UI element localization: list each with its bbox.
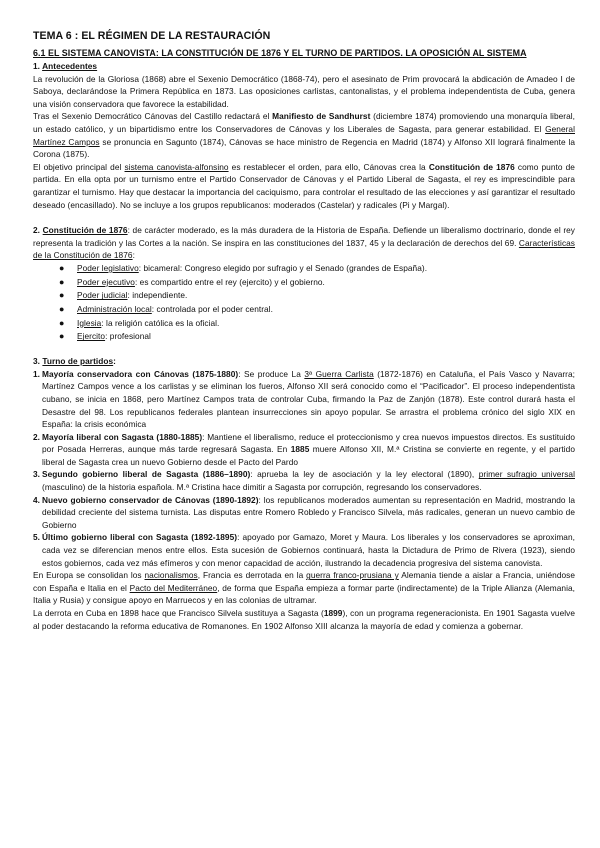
list-item <box>33 368 575 431</box>
list-item <box>59 289 575 303</box>
section-subtitle: 6.1 EL SISTEMA CANOVISTA: LA CONSTITUCIÓN DE 1876 Y EL TURNO DE PARTIDOS. LA OPOSICIÓN AL SISTEMA <box>33 48 527 58</box>
text-run: : Mantiene el liberalismo, reduce el proteccionismo y crea nuevos impuestos directos. Es sustituido por Posada Herreras, aunque más tarde regresará Sagasta. En <box>42 431 575 455</box>
bullet-icon: ● <box>59 304 65 315</box>
text-run: , de forma que España empieza a formar parte (indirectamente) de la Triple Alianza (Alemania, Italia y Rusia) y consigue apoyo en Marruecos y en las colonias de ultramar. <box>33 582 575 606</box>
text-run: : Se produce La <box>238 368 305 379</box>
bullet-icon: ● <box>59 317 65 328</box>
feature-desc: : la religión católica es la oficial. <box>101 317 220 328</box>
feature-term: Ejercito <box>77 331 106 342</box>
antecedentes-paragraph-3 <box>33 161 575 211</box>
bullet-icon: ● <box>59 262 65 273</box>
text-run-underlined: primer sufragio universal <box>478 469 575 480</box>
section-number: 3. <box>33 356 41 367</box>
feature-desc: : bicameral: Congreso elegido por sufragio y el Senado (grandes de España). <box>138 262 428 273</box>
bullet-icon: ● <box>59 331 65 342</box>
list-number: 4. <box>33 494 41 505</box>
section-heading-text: Antecedentes <box>42 61 98 71</box>
europa-paragraph <box>33 569 575 607</box>
feature-term: Poder legislativo <box>77 262 139 273</box>
list-number: 2. <box>33 431 41 442</box>
list-item <box>33 494 575 532</box>
turno-heading <box>33 355 575 368</box>
text-run: En Europa se consolidan los <box>33 570 145 581</box>
antecedentes-paragraph-2 <box>33 110 575 160</box>
text-run: : los republicanos moderados aumentan su representación en Madrid, mostrando la debilidad creciente del sistema turnista. Las disputas entre Romero Robledo y Francisco Silvela, más radicales, generan un nuevo cambio de Gobierno <box>42 494 576 530</box>
document-title: TEMA 6 : EL RÉGIMEN DE LA RESTAURACIÓN <box>33 30 271 42</box>
text-run: Alemania tiende a aislar a Francia, uniéndose con España e Italia en el <box>33 570 576 593</box>
text-run-underlined: guerra franco-prusiana y <box>306 570 399 581</box>
spacer <box>33 344 575 355</box>
text-run-bold: 1899 <box>323 608 343 618</box>
text-run: : <box>132 250 135 261</box>
constitucion-paragraph <box>33 224 575 262</box>
text-run: El objetivo principal del <box>33 161 125 172</box>
text-run: La derrota en Cuba en 1898 hace que Francisco Silvela sustituya a Sagasta ( <box>33 608 324 618</box>
feature-desc: : es compartido entre el rey (ejercito) y el gobierno. <box>134 276 325 287</box>
bullet-icon: ● <box>59 276 65 287</box>
text-run-underlined: Pacto del Mediterráneo <box>129 582 218 593</box>
item-head: Nuevo gobierno conservador de Cánovas (1890-1892) <box>42 494 259 505</box>
item-head: Último gobierno liberal con Sagasta (1892-1895) <box>42 532 238 543</box>
text-run-underlined: sistema canovista-alfonsino <box>124 161 229 172</box>
text-run: (diciembre 1874) promoviendo una monarquía liberal, un estado católico, y un bipartidismo entre los Conservadores de Cánovas y los Liberales de Sagasta, para generar estabilidad. El <box>33 111 576 134</box>
list-number: 3. <box>33 469 41 480</box>
text-run: (1872-1876) en Cataluña, el País Vasco y Navarra; Martínez Campos vence a los carlistas y se eliminan los fueros, Alfonso XII será conocido como el “Pacificador”. El proceso independentista cubano, se inicia en 1868, pero Martínez Campos trata de controlar Cuba, firmando la Paz de Zanjón (1878). Este control durará hasta el Desastre del 98. Los republicanos federales plantean insurrecciones sin apoyo popular. Se arrastra el problema crónico del siglo XIX en España: la crisis económica <box>42 368 576 430</box>
text-run: : aprueba la ley de asociación y la ley electoral (1890), <box>250 469 479 480</box>
list-item <box>33 468 575 493</box>
list-number: 5. <box>33 532 41 543</box>
spacer <box>33 211 575 224</box>
text-run: , Francia es derrotada en la <box>197 570 307 581</box>
list-item <box>59 276 575 290</box>
list-number: 1. <box>33 368 41 379</box>
feature-term: Poder ejecutivo <box>77 276 135 287</box>
text-run-underlined: 3ª Guerra Carlista <box>304 368 374 379</box>
text-run-bold: Constitución de 1876 <box>428 161 515 172</box>
turno-list <box>33 368 575 570</box>
section-heading-text: Constitución de 1876 <box>42 225 128 236</box>
text-run: : de carácter moderado, es la más duradera de la Historia de España. Defiende un liberalismo doctrinario, donde el rey representa la tradición y las Cortes a la nación. Se inspira en las constituciones del 1837, 45 y la declaración de derechos del 69. <box>33 225 575 248</box>
item-head: Segundo gobierno liberal de Sagasta (1886–1890) <box>42 469 251 480</box>
list-item <box>59 303 575 317</box>
final-paragraph <box>33 607 575 632</box>
list-item <box>59 330 575 344</box>
constitution-features-list <box>33 262 575 344</box>
text-run-bold: Manifiesto de Sandhurst <box>272 111 371 122</box>
text-run-underlined: nacionalismos <box>144 570 198 581</box>
text-run: (masculino) de la historia española. M.ª Cristina hace dimitir a Sagasta por corrupción, regresando los conservadores. <box>42 482 482 493</box>
text-run: : apoyado por Gamazo, Moret y Maura. Los liberales y los conservadores se aproximan, cada vez se diferencian menos entre ellos. Esta sucesión de Gobiernos continuará, hasta la Dictadura de Primo de Rivera (1923), siendo estos gobiernos, cada vez más efímeros y con menor capacidad de acción, ilustrando la decadencia progresiva del sistema canovista. <box>42 532 575 568</box>
list-item <box>33 431 575 469</box>
feature-desc: : controlada por el poder central. <box>151 304 273 315</box>
section-heading-text: Turno de partidos <box>42 356 114 367</box>
list-item <box>33 531 575 569</box>
feature-term: Poder judicial <box>77 290 128 301</box>
list-item <box>59 317 575 331</box>
feature-desc: : profesional <box>105 331 151 342</box>
text-run: ), con un programa regeneracionista. En 1901 Sagasta vuelve al poder destacando la reforma educativa de Romanones. En 1902 Alfonso XIII alcanza la mayoría de edad y comienza a gobernar. <box>33 608 575 631</box>
text-run: muere Alfonso XII, M.ª Cristina se convierte en regente, y el partido liberal de Sagasta crea un nuevo Gobierno desde el Pacto del Pardo <box>42 444 575 467</box>
text-run-underlined: General Martínez Campos <box>33 123 575 147</box>
text-run: : <box>113 356 116 367</box>
bullet-icon: ● <box>59 290 65 301</box>
antecedentes-heading <box>33 60 575 73</box>
feature-term: Administración local <box>77 304 152 315</box>
list-item <box>59 262 575 276</box>
item-head: Mayoría liberal con Sagasta (1880-1885) <box>42 431 203 442</box>
text-run: Tras el Sexenio Democrático Cánovas del Castillo redactará el <box>33 111 273 122</box>
feature-term: Iglesia <box>77 317 102 328</box>
text-run: es restablecer el orden, para ello, Cánovas crea la <box>228 161 429 172</box>
document-page <box>33 30 575 632</box>
features-label: Características de la Constitución de 1876 <box>33 237 575 261</box>
section-number: 2. <box>33 225 41 236</box>
section-number: 1. <box>33 61 41 71</box>
antecedentes-paragraph-1: La revolución de la Gloriosa (1868) abre el Sexenio Democrático (1868-74), pero el asesinato de Prim provocará la abdicación de Amadeo I de Saboya, declarándose la Primera República en 1873. Las oposiciones carlistas, cantonalistas, y el problema independentista de Cuba, genera una visión conservadora que favorece la estabilidad. <box>33 73 575 109</box>
text-run-bold: 1885 <box>290 444 310 455</box>
item-head: Mayoría conservadora con Cánovas (1875-1880) <box>42 368 239 379</box>
text-run: se pronuncia en Sagunto (1874), Cánovas se hace ministro de Regencia en Madrid (1874) y Alfonso XII logrará finalmente la Corona (1875). <box>33 136 575 160</box>
text-run: como punto de partida. En ella opta por un turnismo entre el Partido Conservador de Cánovas y el Partido Liberal de Sagasta, el rey es imprescindible para garantizar el turnismo. Hay que destacar la importancia del caciquismo, para controlar el resultado de las elecciones y así garantizar el resultado deseado (encasillado). No se incluye a los grupos republicanos: moderados (Castelar) y radicales (Pi y Margal). <box>33 161 575 210</box>
feature-desc: : independiente. <box>127 290 188 301</box>
